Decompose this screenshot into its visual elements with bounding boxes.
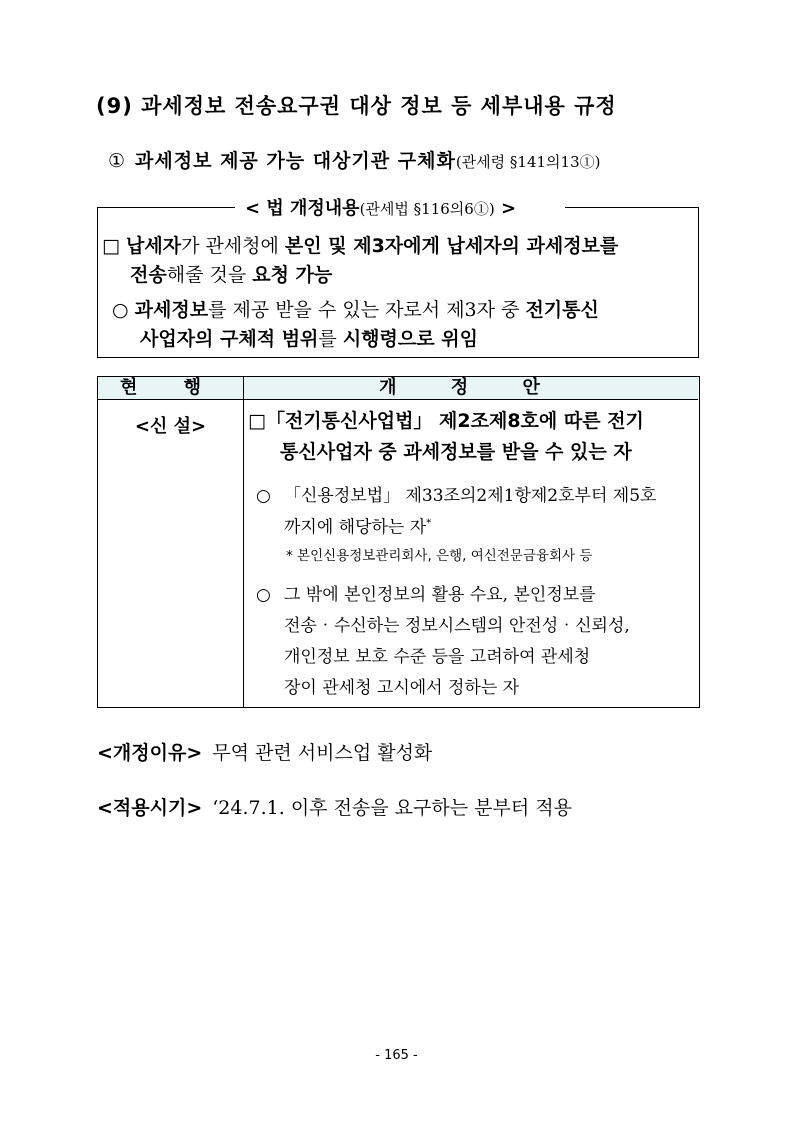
divider — [97, 207, 235, 208]
section-title: (9) 과세정보 전송요구권 대상 정보 등 세부내용 규정 — [96, 94, 617, 118]
law-box-title: < 법 개정내용(관세법 §116의6①) > — [245, 194, 516, 220]
table-column-divider — [243, 377, 244, 707]
subsection-title: 과세정보 제공 가능 대상기관 구체화 — [135, 150, 456, 172]
amendment-reason: <개정이유> 무역 관련 서비스업 활성화 — [97, 742, 433, 764]
divider — [565, 207, 699, 208]
effective-date: <적용시기> ‘24.7.1. 이후 전송을 요구하는 분부터 적용 — [97, 797, 572, 819]
proposed-item-2: ○ 그 밖에 본인정보의 활용 수요, 본인정보를 전송‧수신하는 정보시스템의 안전성‧신뢰성, 개인정보 보호 수준 등을 고려하여 관세청 장이 관세청 고시에서 정하는 자 — [256, 580, 696, 704]
law-paragraph-2: ○ 과세정보를 제공 받을 수 있는 자로서 제3자 중 전기통신 사업자의 구체적 범위를 시행령으로 위임 — [112, 299, 599, 350]
subsection-number: ① — [108, 150, 126, 172]
circle-bullet-icon: ○ — [112, 299, 129, 321]
circle-bullet-icon: ○ — [256, 585, 271, 605]
table-header-current: 현 행 — [119, 377, 222, 398]
footnote: * 본인신용정보관리회사, 은행, 여신전문금융회사 등 — [286, 548, 593, 564]
subsection-ref: (관세령 §141의13①) — [455, 153, 601, 171]
law-paragraph-1: □ 납세자가 관세청에 본인 및 제3자에게 납세자의 과세정보를 전송해줄 것을 요청 가능 — [102, 235, 619, 286]
table-cell-proposed-main: □「전기통신사업법」 제2조제8호에 따른 전기 통신사업자 중 과세정보를 받을 수 있는 자 — [248, 410, 644, 463]
table-cell-current: <신 설> — [134, 416, 207, 437]
square-bullet-icon: □ — [248, 410, 266, 432]
square-bullet-icon: □ — [102, 235, 120, 257]
circle-bullet-icon: ○ — [256, 486, 271, 506]
page-number: - 165 - — [375, 1048, 418, 1063]
table-header-proposed: 개 정 안 — [379, 377, 564, 398]
proposed-item-1: ○ 「신용정보법」 제33조의2제1항제2호부터 제5호 까지에 해당하는 자* — [256, 483, 696, 542]
subsection-heading — [108, 146, 600, 173]
